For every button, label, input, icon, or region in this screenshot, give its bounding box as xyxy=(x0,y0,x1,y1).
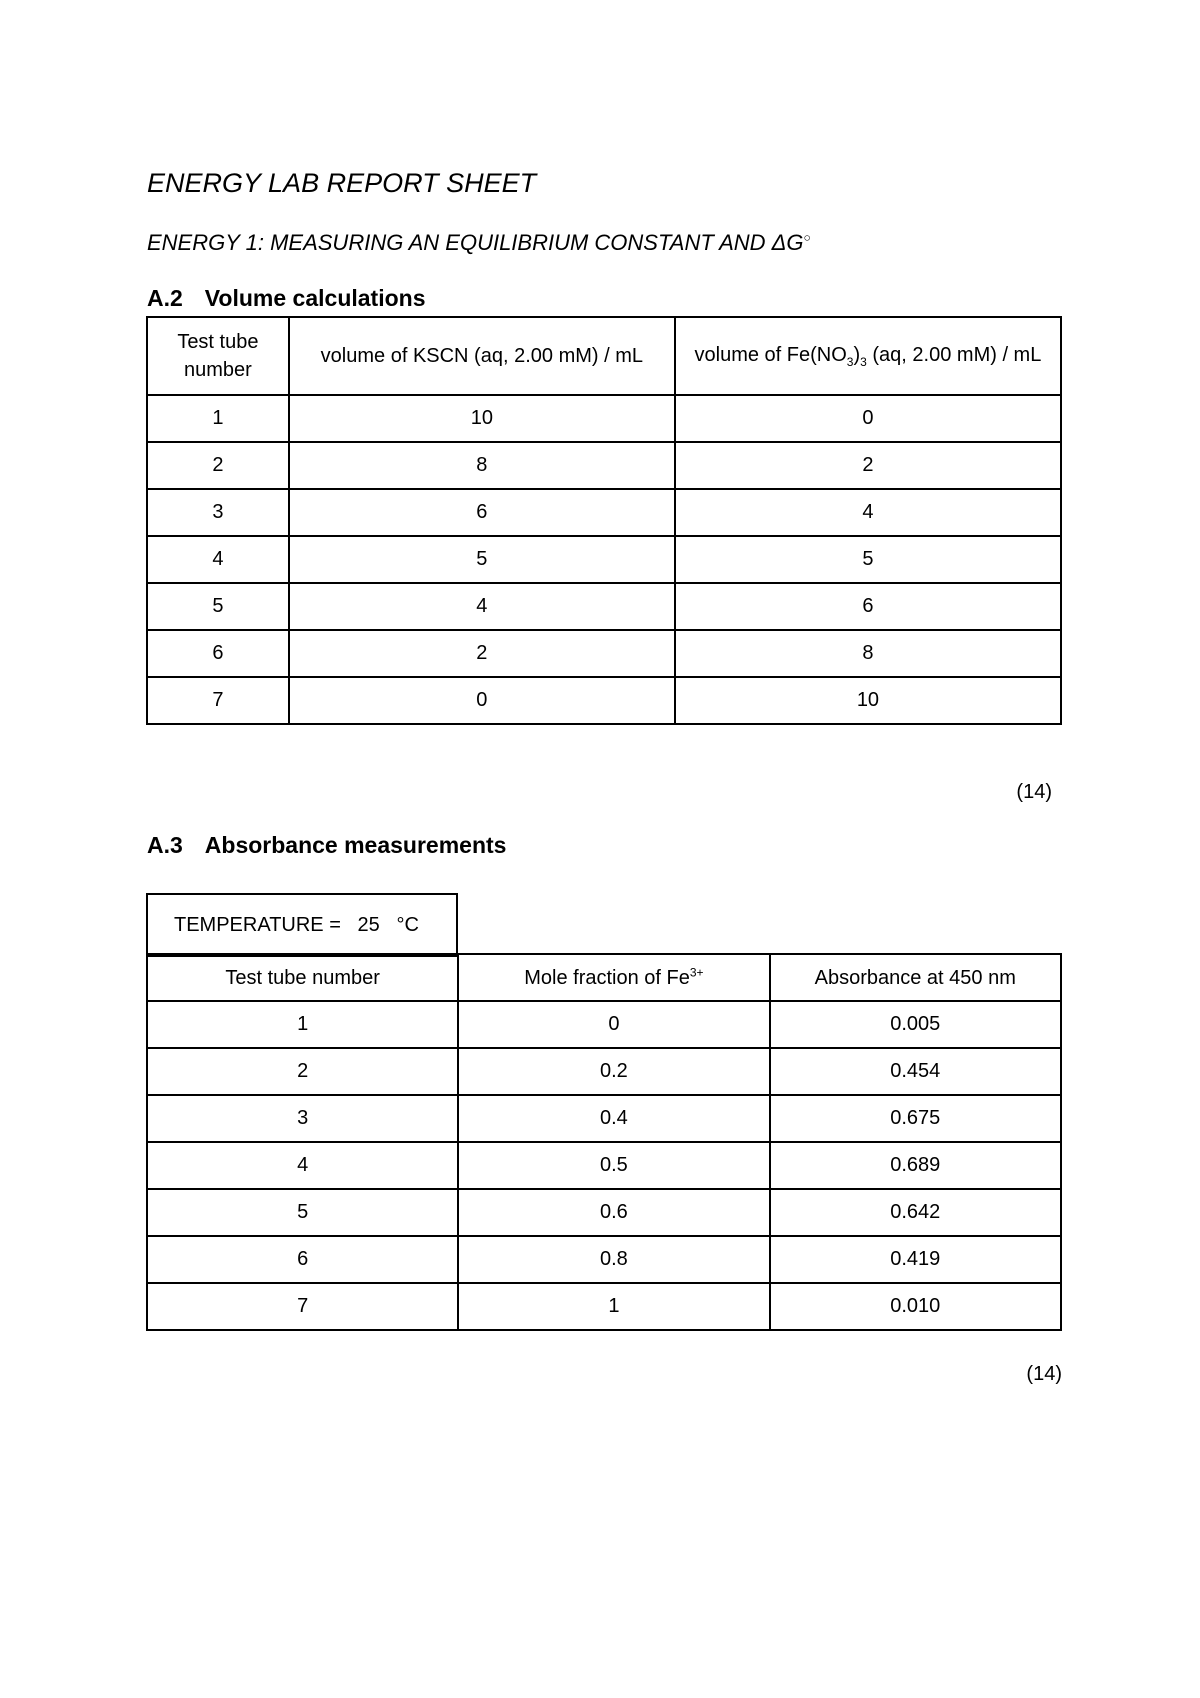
page-subtitle xyxy=(147,230,811,256)
section-title: Volume calculations xyxy=(204,285,426,311)
table-cell: 1 xyxy=(458,1283,769,1330)
table-cell: 3 xyxy=(147,489,289,536)
header-test-tube: Test tube number xyxy=(147,954,458,1001)
table-cell: 8 xyxy=(289,442,675,489)
table-cell: 3 xyxy=(147,1095,458,1142)
table-row xyxy=(147,395,1061,442)
temperature-label: TEMPERATURE = xyxy=(174,913,341,936)
table-cell: 0.689 xyxy=(770,1142,1061,1189)
table-row xyxy=(147,677,1061,724)
table-cell: 0.642 xyxy=(770,1189,1061,1236)
table-cell: 4 xyxy=(147,536,289,583)
table-cell: 0.010 xyxy=(770,1283,1061,1330)
table-cell: 0 xyxy=(458,1001,769,1048)
section-label: A.3 xyxy=(147,832,183,858)
table-cell: 0.6 xyxy=(458,1189,769,1236)
table-cell: 8 xyxy=(675,630,1061,677)
table-cell: 4 xyxy=(147,1142,458,1189)
page-title: ENERGY LAB REPORT SHEET xyxy=(147,168,537,198)
table-cell: 10 xyxy=(289,395,675,442)
table-cell: 0.2 xyxy=(458,1048,769,1095)
marks-a3: (14) xyxy=(1026,1363,1062,1385)
temperature-value: 25 xyxy=(357,913,380,936)
table-cell: 0 xyxy=(289,677,675,724)
table-cell: 2 xyxy=(147,442,289,489)
header-mole-fraction: Mole fraction of $Fe^{3+}$ xyxy=(458,954,769,1001)
subtitle-text: ENERGY 1: MEASURING AN EQUILIBRIUM CONSTANT AND xyxy=(147,230,772,255)
table-row xyxy=(147,630,1061,677)
table-cell: 0.005 xyxy=(770,1001,1061,1048)
table-cell: 0.5 xyxy=(458,1142,769,1189)
table-row xyxy=(147,1283,1061,1330)
table-cell: 0.4 xyxy=(458,1095,769,1142)
table-cell: 4 xyxy=(289,583,675,630)
header-absorbance: Absorbance at 450 nm xyxy=(770,954,1061,1001)
section-title: Absorbance measurements xyxy=(204,832,507,858)
volume-table xyxy=(146,316,1062,725)
table-cell: 6 xyxy=(289,489,675,536)
table-cell: 5 xyxy=(147,583,289,630)
table-cell: 5 xyxy=(289,536,675,583)
table-header-row xyxy=(147,317,1061,395)
table-cell: 5 xyxy=(675,536,1061,583)
absorbance-table xyxy=(146,953,1062,1331)
header-test-tube: Test tube number xyxy=(147,317,289,395)
table-cell: 0.454 xyxy=(770,1048,1061,1095)
temperature-unit: °C xyxy=(396,913,419,936)
section-heading-a2 xyxy=(147,285,426,312)
table-cell: 6 xyxy=(675,583,1061,630)
table-row xyxy=(147,442,1061,489)
table-cell: 2 xyxy=(675,442,1061,489)
table-cell: 2 xyxy=(289,630,675,677)
table-cell: 5 xyxy=(147,1189,458,1236)
header-kscn-volume: volume of KSCN (aq, 2.00 mM) / mL xyxy=(289,317,675,395)
table-row xyxy=(147,1236,1061,1283)
table-header-row xyxy=(147,954,1061,1001)
table-cell: 6 xyxy=(147,1236,458,1283)
table-cell: 1 xyxy=(147,395,289,442)
table-cell: 0.675 xyxy=(770,1095,1061,1142)
table-cell: 10 xyxy=(675,677,1061,724)
table-cell: 6 xyxy=(147,630,289,677)
standard-state-symbol: ○ xyxy=(803,230,811,245)
delta-g-symbol: ΔG xyxy=(771,230,804,255)
table-cell: 0.8 xyxy=(458,1236,769,1283)
table-cell: 0 xyxy=(675,395,1061,442)
temperature-box xyxy=(146,893,458,957)
section-label: A.2 xyxy=(147,285,183,311)
table-cell: 4 xyxy=(675,489,1061,536)
table-row xyxy=(147,1048,1061,1095)
marks-a2: (14) xyxy=(1016,781,1052,803)
temperature-cell xyxy=(147,894,457,956)
table-cell: 7 xyxy=(147,1283,458,1330)
table-cell: 1 xyxy=(147,1001,458,1048)
table-row xyxy=(147,1142,1061,1189)
table-cell: 0.419 xyxy=(770,1236,1061,1283)
table-row xyxy=(147,583,1061,630)
header-fe-volume: volume of $Fe(NO_3)_3$ (aq, 2.00 mM) / mL xyxy=(675,317,1061,395)
table-row xyxy=(147,1189,1061,1236)
table-cell: 7 xyxy=(147,677,289,724)
section-heading-a3 xyxy=(147,832,506,859)
table-cell: 2 xyxy=(147,1048,458,1095)
table-row xyxy=(147,1095,1061,1142)
table-row xyxy=(147,1001,1061,1048)
table-row xyxy=(147,489,1061,536)
table-row xyxy=(147,536,1061,583)
